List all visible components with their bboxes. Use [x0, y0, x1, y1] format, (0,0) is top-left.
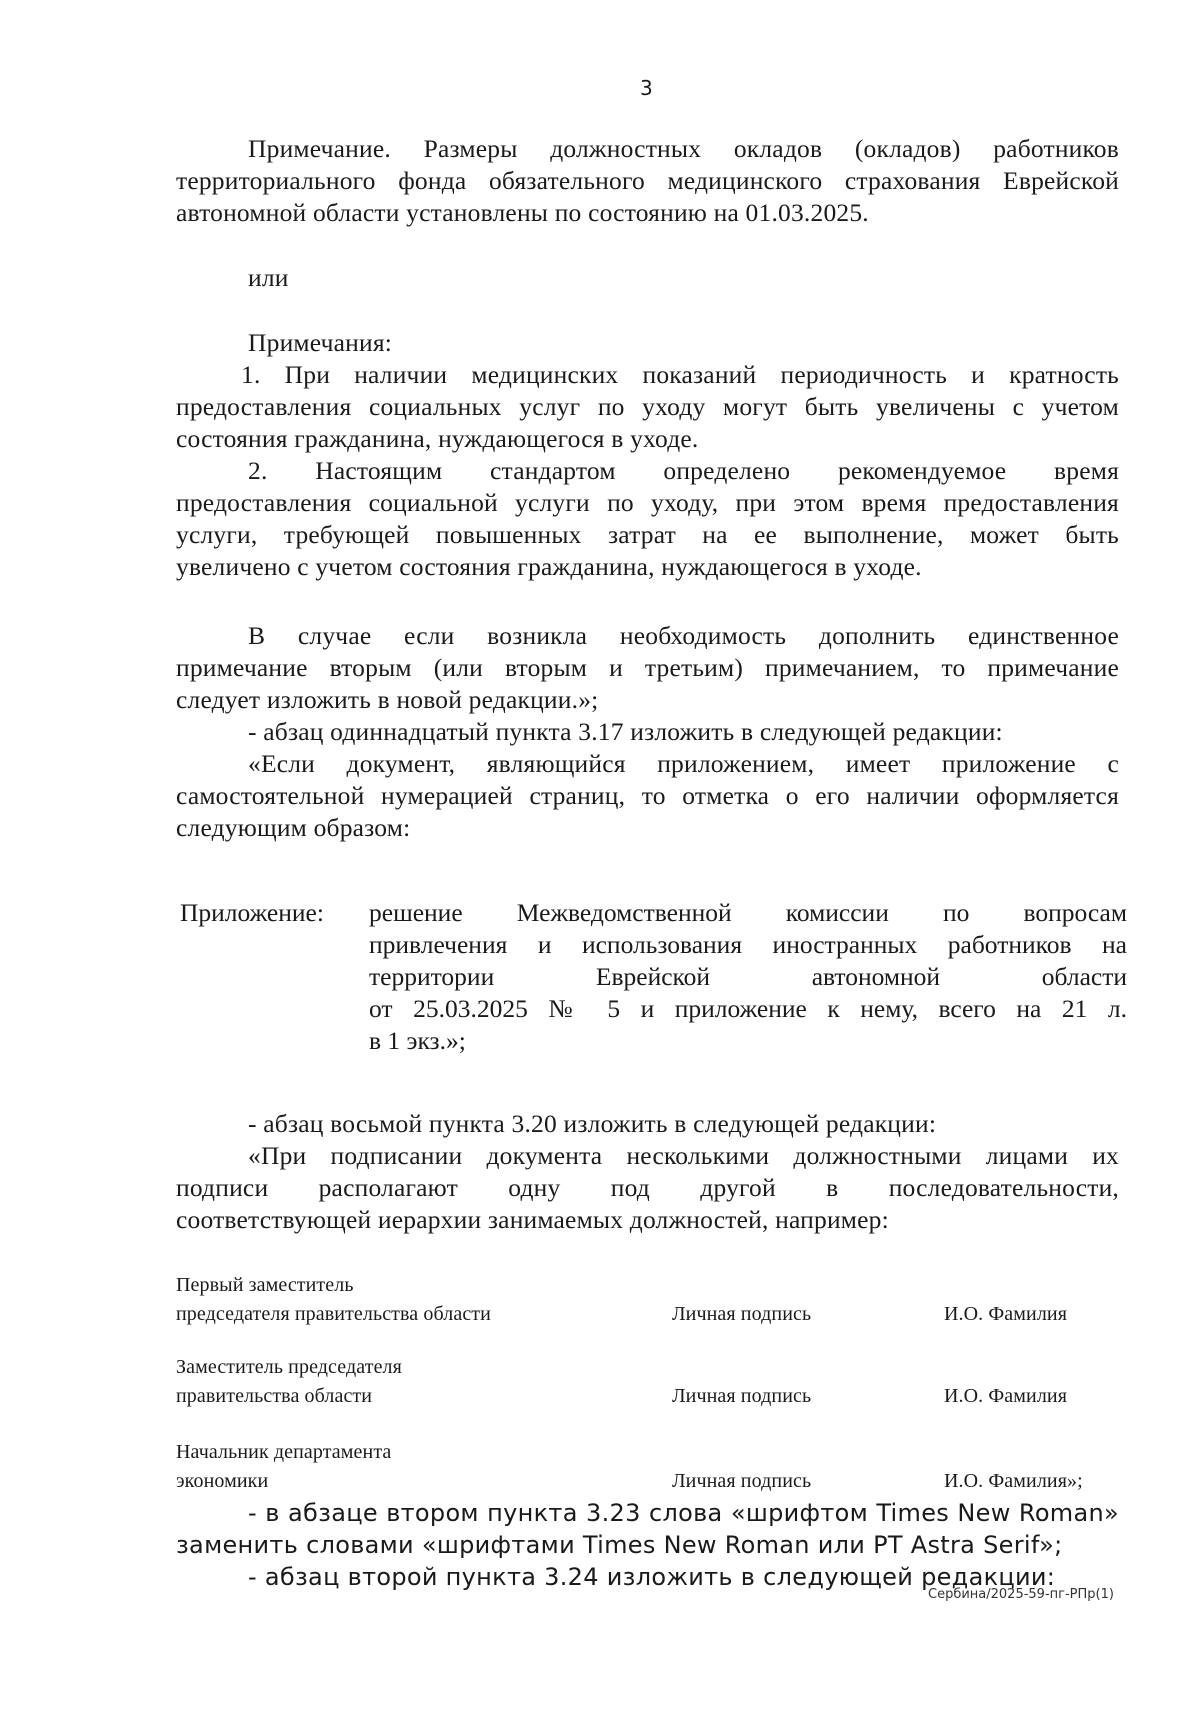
- attachment-label: Приложение:: [180, 898, 324, 927]
- text-line: предоставления социальной услуги по уходу, при этом время предоставления: [176, 488, 1119, 517]
- tail-section: [176, 1497, 1119, 1593]
- text-line: от 25.03.2025 № 5 и приложение к нему, всего на 21 л.: [369, 994, 1127, 1023]
- signature-name: И.О. Фамилия»;: [944, 1470, 1083, 1492]
- position-line: Первый заместитель: [176, 1274, 354, 1296]
- notes-section: [176, 327, 1119, 583]
- text-line: состояния гражданина, нуждающегося в уходе.: [176, 424, 699, 453]
- text-line: автономной области установлены по состоянию на 01.03.2025.: [176, 198, 869, 227]
- text-line: предоставления социальных услуг по уходу могут быть увеличены с учетом: [176, 392, 1119, 421]
- page-number: 3: [640, 76, 653, 100]
- position-line: Начальник департамента: [176, 1441, 392, 1463]
- signature-position: [176, 1353, 402, 1411]
- text-line: увеличено с учетом состояния гражданина, нуждающегося в уходе.: [176, 552, 922, 581]
- footer-code: Сербина/2025-59-пг-РПр(1): [928, 1587, 1114, 1602]
- para-3-20: [176, 1108, 1119, 1236]
- text-line: - в абзаце втором пункта 3.23 слова «шрифтом Times New Roman»: [248, 1499, 1119, 1527]
- text-line: самостоятельной нумерацией страниц, то отметка о его наличии оформляется: [176, 781, 1119, 810]
- text-line: примечание вторым (или вторым и третьим) примечанием, то примечание: [176, 653, 1119, 682]
- or-paragraph: [176, 262, 1119, 294]
- text-line: «Если документ, являющийся приложением, имеет приложение с: [248, 749, 1119, 778]
- text-line: заменить словами «шрифтами Times New Roman или PT Astra Serif»;: [176, 1531, 1063, 1559]
- position-line: правительства области: [176, 1385, 373, 1407]
- text-line: подписи располагают одну под другой в последовательности,: [176, 1173, 1119, 1202]
- position-line: Заместитель председателя: [176, 1356, 402, 1378]
- signature-name: И.О. Фамилия: [944, 1303, 1068, 1325]
- signature-placeholder: Личная подпись: [672, 1385, 812, 1407]
- text-line: следующим образом:: [176, 813, 411, 842]
- text-line: услуги, требующей повышенных затрат на ее выполнение, может быть: [176, 520, 1119, 549]
- signature-placeholder: Личная подпись: [672, 1470, 812, 1492]
- signature-position: [176, 1271, 491, 1329]
- signature-name: И.О. Фамилия: [944, 1385, 1068, 1407]
- position-line: председателя правительства области: [176, 1303, 491, 1325]
- text-line: Примечание. Размеры должностных окладов (окладов) работников: [248, 134, 1119, 163]
- text-line: территории Еврейской автономной области: [369, 962, 1127, 991]
- text-line: соответствующей иерархии занимаемых должностей, например:: [176, 1205, 889, 1234]
- text-line: - абзац второй пункта 3.24 изложить в следующей редакции:: [248, 1563, 1056, 1591]
- position-line: экономики: [176, 1470, 269, 1492]
- signature-placeholder: Личная подпись: [672, 1303, 812, 1325]
- notes-heading: Примечания:: [248, 328, 393, 357]
- text-line: 2. Настоящим стандартом определено рекомендуемое время: [248, 456, 1119, 485]
- text-line: привлечения и использования иностранных работников на: [369, 930, 1127, 959]
- text-line: или: [248, 263, 289, 292]
- text-line: В случае если возникла необходимость дополнить единственное: [248, 621, 1119, 650]
- case-section: [176, 620, 1119, 844]
- text-line: - абзац восьмой пункта 3.20 изложить в следующей редакции:: [248, 1109, 937, 1138]
- signature-position: [176, 1438, 391, 1496]
- text-line: 1. При наличии медицинских показаний периодичность и кратность: [241, 360, 1119, 389]
- text-line: решение Межведомственной комиссии по вопросам: [369, 898, 1127, 927]
- note-paragraph: [176, 133, 1119, 229]
- text-line: территориального фонда обязательного медицинского страхования Еврейской: [176, 166, 1119, 195]
- text-line: «При подписании документа несколькими должностными лицами их: [248, 1141, 1119, 1170]
- text-line: следует изложить в новой редакции.»;: [176, 685, 599, 714]
- text-line: - абзац одиннадцатый пункта 3.17 изложить в следующей редакции:: [248, 717, 1003, 746]
- text-line: в 1 экз.»;: [369, 1026, 466, 1055]
- attachment-text: [369, 897, 1127, 1057]
